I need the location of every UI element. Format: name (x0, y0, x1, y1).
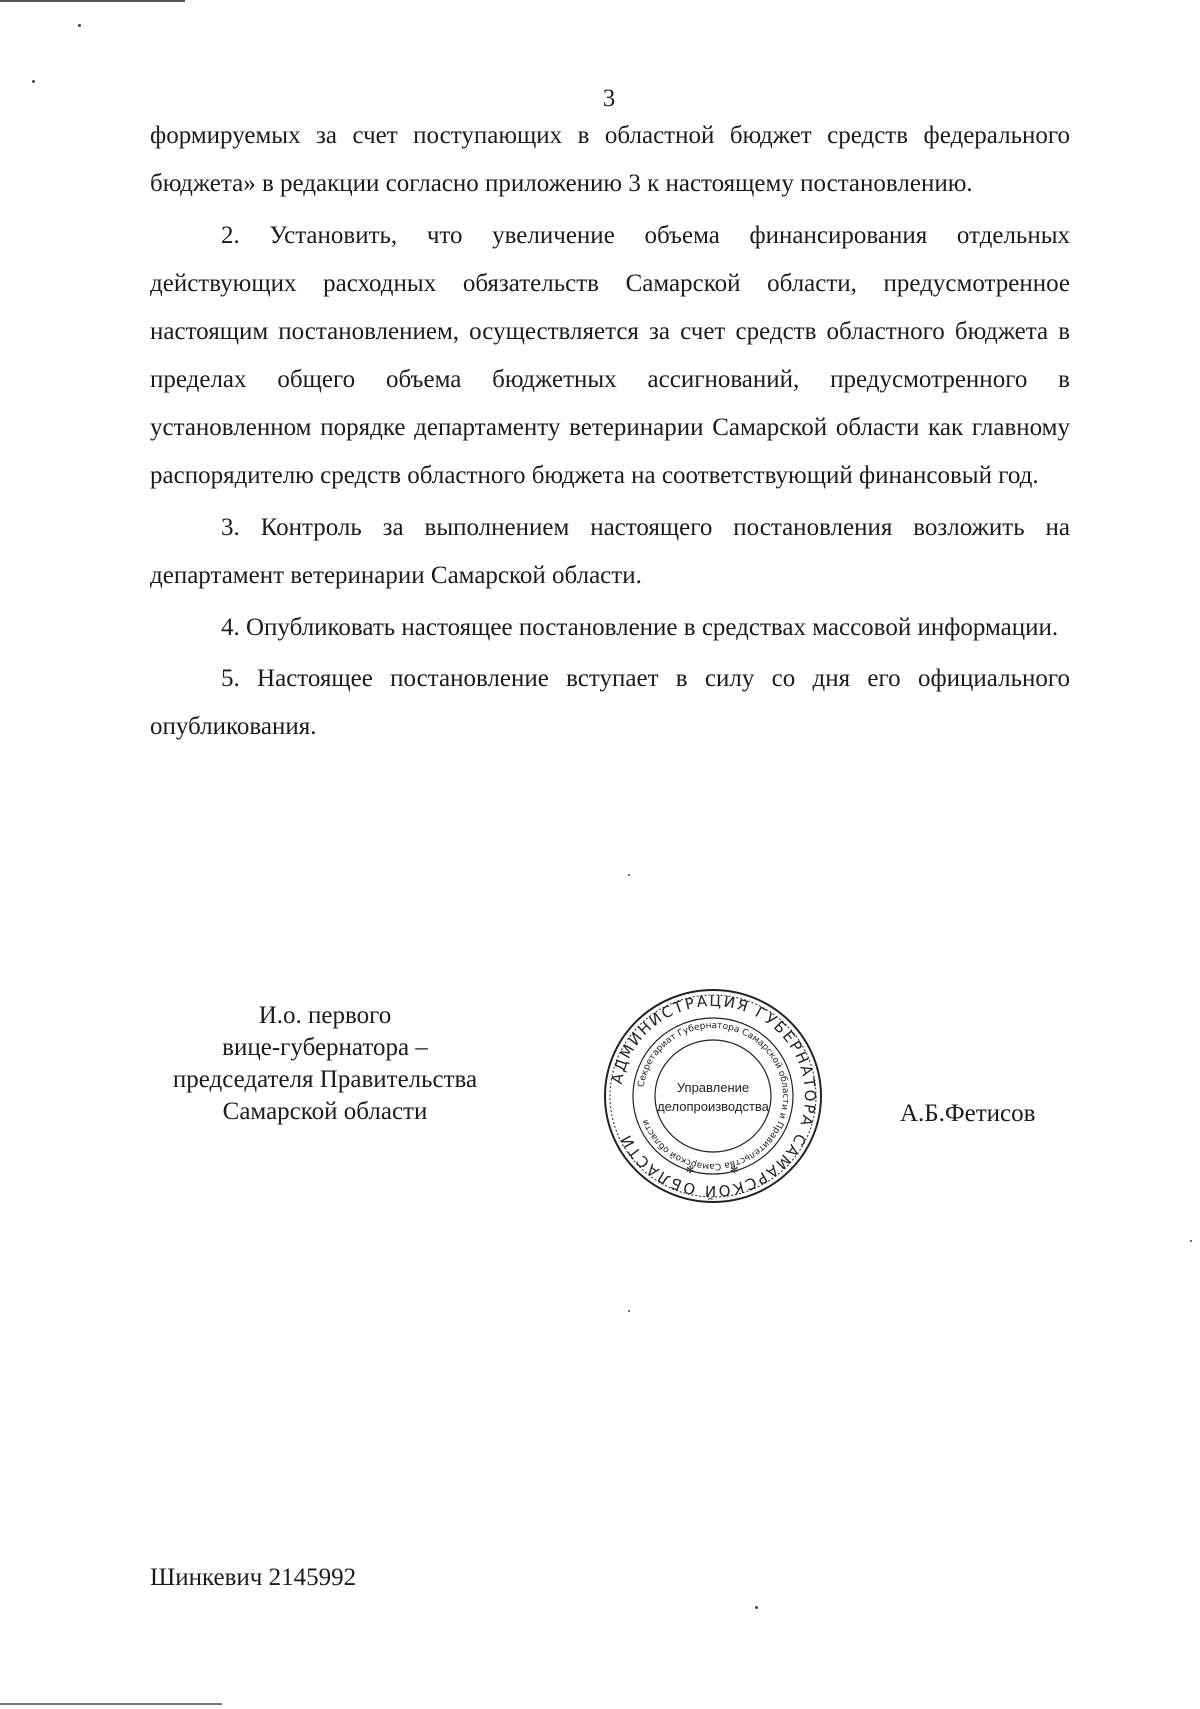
paragraph-item-5: 5. Настоящее постановление вступает в силу со дня его официального опубликования. (150, 665, 1070, 740)
scan-speck (32, 80, 35, 83)
seal-star-icon: ✻ (686, 1165, 695, 1176)
official-seal (600, 985, 826, 1207)
paragraph-item-3: 3. Контроль за выполнением настоящего постановления возложить на департамент ветеринарии Самарской области. (150, 514, 1070, 589)
signer-position-line: вице-губернатора – (222, 1034, 428, 1061)
signer-position-line: председателя Правительства (172, 1066, 478, 1093)
seal-inner-text: Секретариат Губернатора Самарской области и Правительства Самарской области (636, 1020, 791, 1172)
signer-name: А.Б.Фетисов (900, 1100, 1036, 1127)
scan-speck (755, 1606, 758, 1609)
seal-center-line: Управление (676, 1080, 750, 1095)
scan-speck (628, 1310, 630, 1312)
seal-center-line: делопроизводства (657, 1099, 769, 1114)
seal-star-icon: ✻ (730, 1165, 739, 1176)
top-rule (0, 0, 185, 2)
paragraph-continuation: формируемых за счет поступающих в областной бюджет средств федерального бюджета» в редакции согласно приложению 3 к настоящему постановлению. (150, 122, 1070, 197)
paragraph-item-2: 2. Установить, что увеличение объема финансирования отдельных действующих расходных обязательств Самарской области, предусмотренное настоящим постановлением, осуществляется за счет средств областного бюджета в пределах общего объема бюджетных ассигнований, предусмотренного в установленном порядке департаменту ветеринарии Самарской области как главному распорядителю средств областного бюджета на соответствующий финансовый год. (150, 222, 1070, 489)
signer-position (140, 1000, 510, 1128)
signer-position-line: И.о. первого (258, 1002, 392, 1029)
scan-speck (628, 874, 630, 876)
bottom-rule (0, 1703, 222, 1705)
body-text (150, 112, 1070, 751)
signer-position-line: Самарской области (222, 1098, 428, 1125)
page-number: 3 (602, 85, 616, 112)
scan-speck (78, 24, 81, 27)
paragraph-item-4: 4. Опубликовать настоящее постановление в средствах массовой информации. (221, 614, 1059, 641)
seal-outer-text: АДМИНИСТРАЦИЯ ГУБЕРНАТОРА САМАРСКОЙ ОБЛАСТИ (607, 991, 820, 1201)
scan-speck (1190, 1240, 1192, 1242)
executor-note: Шинкевич 2145992 (150, 1564, 357, 1591)
